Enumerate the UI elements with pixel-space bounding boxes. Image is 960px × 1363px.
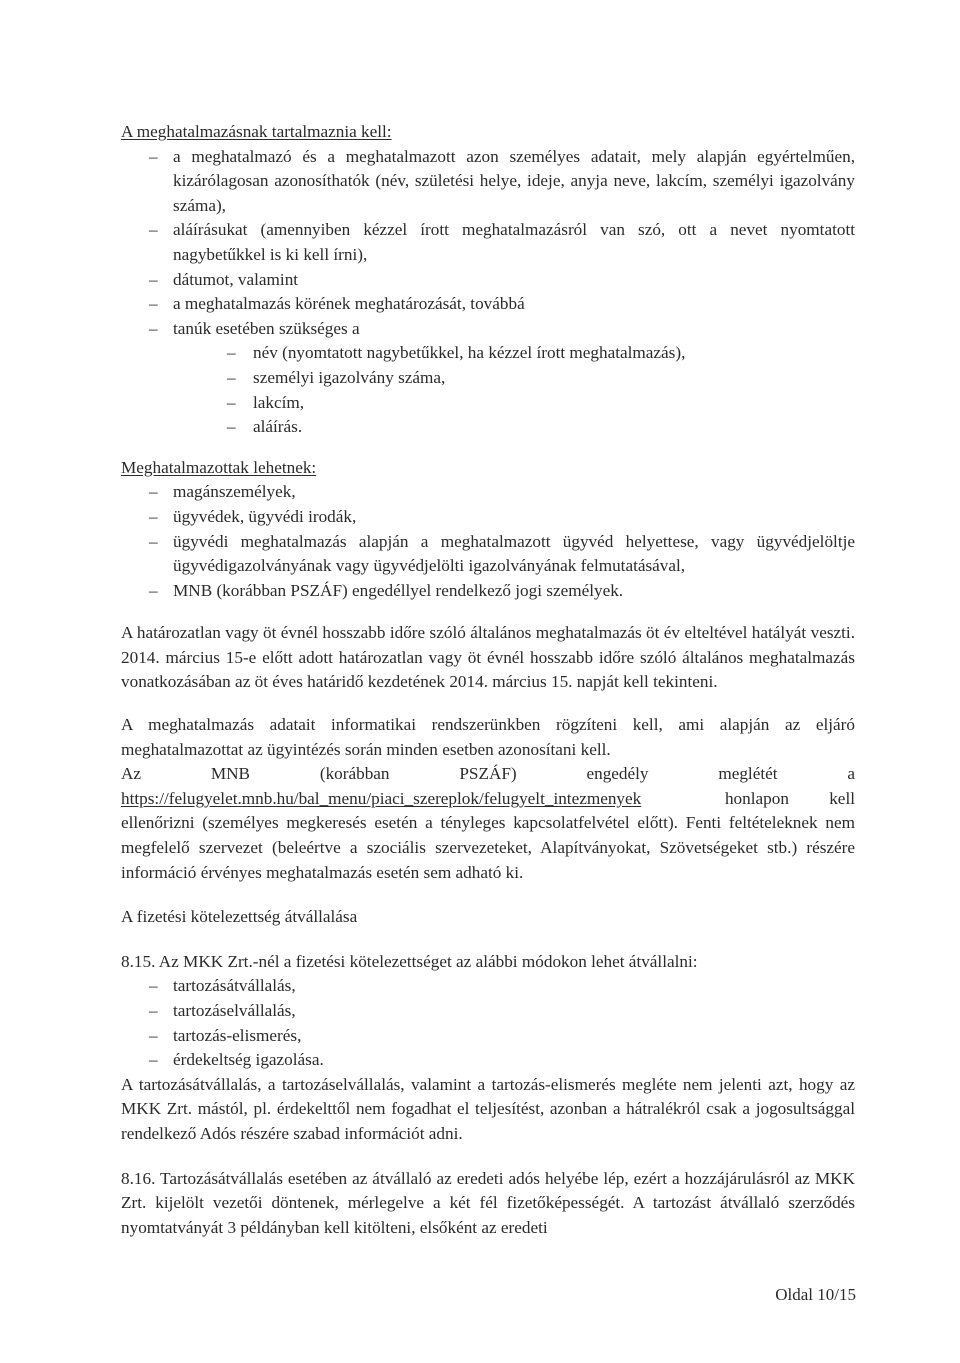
list-item: – személyi igazolvány száma,	[121, 366, 855, 391]
section-heading-authorized-persons: Meghatalmazottak lehetnek:	[121, 457, 317, 477]
paragraph-link-line	[121, 787, 855, 812]
list-item: – dátumot, valamint	[121, 268, 855, 293]
list-item: – ügyvédek, ügyvédi irodák,	[121, 505, 855, 530]
witness-requirements-list	[121, 341, 855, 439]
paragraph-mnb-line	[121, 762, 855, 787]
mnb-supervision-link[interactable]: https://felugyelet.mnb.hu/bal_menu/piaci_szereplok/felugyelt_intezmenyek	[121, 788, 642, 808]
section-heading-requirements: A meghatalmazásnak tartalmaznia kell:	[121, 122, 392, 141]
list-item: – lakcím,	[121, 391, 855, 416]
list-item: – név (nyomtatott nagybetűkkel, ha kézzel írott meghatalmazás),	[121, 341, 855, 366]
paragraph-8-16: 8.16. Tartozásátvállalás esetében az átvállaló az eredeti adós helyébe lép, ezért a hozzájárulásról az MKK Zrt. kijelölt vezetői döntenek, mérlegelve a két fél fizetőképességét. A tartozást átvállaló szerződés nyomtatványát 3 példányban kell kitölteni, elsőként az eredeti	[121, 1168, 855, 1237]
link-suffix: honlapon kell	[724, 788, 855, 808]
paragraph-8-15-intro: 8.15. Az MKK Zrt.-nél a fizetési kötelezettséget az alábbi módokon lehet átvállalni:	[121, 951, 698, 971]
list-item: – aláírásukat (amennyiben kézzel írott meghatalmazásról van szó, ott a nevet nyomtatott nagybetűkkel is ki kell írni),	[121, 218, 855, 267]
list-item: – tartozáselvállalás,	[121, 999, 855, 1024]
list-item: – a meghatalmazó és a meghatalmazott azon személyes adatait, mely alapján egyértelműen, kizárólagosan azonosíthatók (név, születési helye, ideje, anyja neve, lakcím, személyi igazolvány száma),	[121, 145, 855, 219]
paragraph-verification: ellenőrizni (személyes megkeresés esetén a tényleges kapcsolatfelvétel előtt). Fenti feltételeknek nem megfelelő szervezet (beleértve a szociális szervezeteket, Alapítványokat, Szövetségeket stb.) részére információ érvényes meghatalmazás esetén sem adható ki.	[121, 813, 855, 882]
word: meglétét	[718, 764, 778, 784]
section-heading-payment-obligation: A fizetési kötelezettség átvállalása	[121, 907, 358, 927]
list-item: – érdekeltség igazolása.	[121, 1048, 855, 1073]
document-page	[121, 120, 855, 1240]
word: PSZÁF)	[459, 764, 517, 784]
word: a	[847, 764, 855, 784]
list-item: – a meghatalmazás körének meghatározását, továbbá	[121, 292, 855, 317]
list-item: – tartozás-elismerés,	[121, 1024, 855, 1049]
list-item: – tanúk esetében szükséges a	[121, 317, 855, 342]
list-item: – tartozásátvállalás,	[121, 974, 855, 999]
word: (korábban	[319, 764, 390, 784]
paragraph-8-15-body: A tartozásátvállalás, a tartozáselvállalás, valamint a tartozás-elismerés megléte nem jelenti azt, hogy az MKK Zrt. mástól, pl. érdekelttől nem fogadhat el teljesítést, azonban a hátralékról csak a jogosultsággal rendelkező Adós részére szabad információt adni.	[121, 1074, 855, 1143]
word: MNB	[210, 764, 251, 784]
paragraph-recording: A meghatalmazás adatait informatikai rendszerünkben rögzíteni kell, ami alapján az eljáró meghatalmazottat az ügyintézés során minden esetben azonosítani kell.	[121, 715, 855, 759]
paragraph-validity: A határozatlan vagy öt évnél hosszabb időre szóló általános meghatalmazás öt év elteltével hatályát veszti. 2014. március 15-e előtt adott határozatlan vagy öt évnél hosszabb időre szóló általános meghatalmazás vonatkozásában az öt éves határidő kezdetének 2014. március 15. napját kell tekinteni.	[121, 623, 855, 692]
list-item: – aláírás.	[121, 415, 855, 440]
word: Az	[121, 764, 142, 784]
assumption-methods-list	[121, 974, 855, 1072]
list-item: – ügyvédi meghatalmazás alapján a meghatalmazott ügyvéd helyettese, vagy ügyvédjelöltje ügyvédigazolványának vagy ügyvédjelölti igazolványának felmutatásával,	[121, 530, 855, 579]
list-item: – magánszemélyek,	[121, 480, 855, 505]
list-item: – MNB (korábban PSZÁF) engedéllyel rendelkező jogi személyek.	[121, 579, 855, 604]
page-number: Oldal 10/15	[775, 1285, 856, 1304]
authorized-persons-list	[121, 480, 855, 603]
word: engedély	[586, 764, 649, 784]
requirements-list	[121, 145, 855, 342]
